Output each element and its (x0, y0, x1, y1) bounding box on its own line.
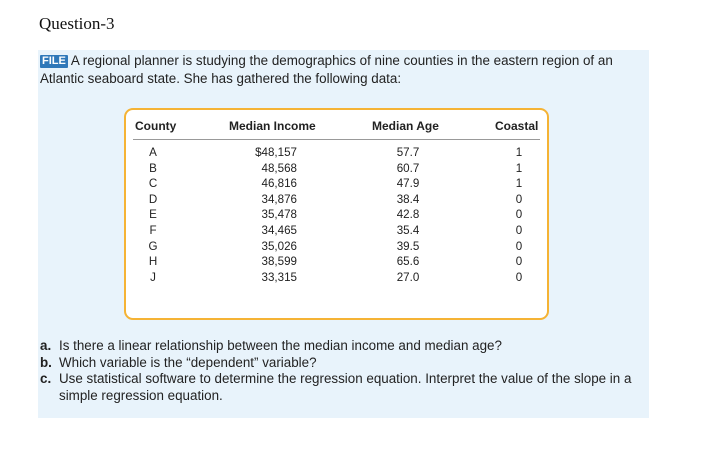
cell-age: 39.5 (396, 239, 420, 253)
cell-coastal: 1 (515, 146, 523, 159)
cell-coastal: 1 (515, 161, 523, 175)
header-coastal: Coastal (495, 119, 539, 133)
file-badge[interactable]: FILE (42, 55, 66, 67)
cell-county: J (150, 270, 156, 284)
question-letter: c. (40, 371, 52, 386)
question-item (40, 338, 645, 355)
cell-county: D (148, 192, 158, 206)
cell-coastal: 0 (515, 270, 523, 284)
cell-county: G (148, 239, 158, 253)
cell-coastal: 0 (515, 255, 523, 269)
cell-county: C (148, 177, 158, 191)
question-item (40, 371, 645, 404)
column-coastal (507, 145, 531, 285)
cell-county: A (149, 146, 157, 159)
cell-income: 34,876 (261, 192, 297, 206)
cell-coastal: 0 (515, 239, 523, 253)
header-county: County (135, 119, 177, 133)
question-text: Use statistical software to determine the regression equation. Interpret the value of the slope in a simple regression equation. (59, 371, 632, 403)
cell-county: E (149, 208, 157, 222)
cell-age: 42.8 (396, 208, 420, 222)
cell-age: 38.4 (396, 192, 420, 206)
header-median-income: Median Income (229, 119, 316, 133)
cell-age: 27.0 (396, 270, 420, 284)
cell-age: 35.4 (396, 223, 420, 237)
cell-income: 46,816 (261, 177, 297, 191)
question-list (40, 338, 645, 404)
question-text: Which variable is the “dependent” variable? (59, 354, 317, 370)
cell-coastal: 0 (515, 208, 523, 222)
cell-coastal: 0 (515, 223, 523, 237)
cell-age: 47.9 (396, 177, 420, 191)
question-heading: Question-3 (39, 14, 115, 33)
cell-county: H (148, 255, 158, 269)
cell-income: 35,026 (261, 239, 297, 253)
column-median-age (383, 145, 433, 285)
cell-county: F (149, 223, 157, 237)
cell-income: $48,157 (255, 146, 297, 159)
cell-coastal: 1 (515, 177, 523, 191)
cell-income: 35,478 (261, 208, 297, 222)
cell-income: 34,465 (261, 223, 297, 237)
question-letter: b. (40, 354, 52, 370)
cell-age: 57.7 (396, 146, 420, 159)
column-county (135, 145, 171, 285)
question-letter: a. (40, 338, 52, 353)
data-table (124, 108, 549, 320)
question-item (40, 355, 645, 372)
intro-paragraph (40, 52, 645, 88)
intro-text: A regional planner is studying the demographics of nine counties in the eastern region of an Atlantic seaboard state. She has gathered the following data: (40, 53, 613, 86)
cell-age: 65.6 (396, 255, 420, 269)
column-median-income (226, 145, 297, 285)
cell-age: 60.7 (396, 161, 420, 175)
header-median-age: Median Age (372, 119, 439, 133)
cell-county: B (149, 161, 157, 175)
cell-income: 38,599 (261, 255, 297, 269)
cell-income: 33,315 (261, 270, 297, 284)
question-text: Is there a linear relationship between the median income and median age? (59, 338, 502, 353)
cell-coastal: 0 (515, 192, 523, 206)
cell-income: 48,568 (261, 161, 297, 175)
header-divider (133, 139, 540, 140)
